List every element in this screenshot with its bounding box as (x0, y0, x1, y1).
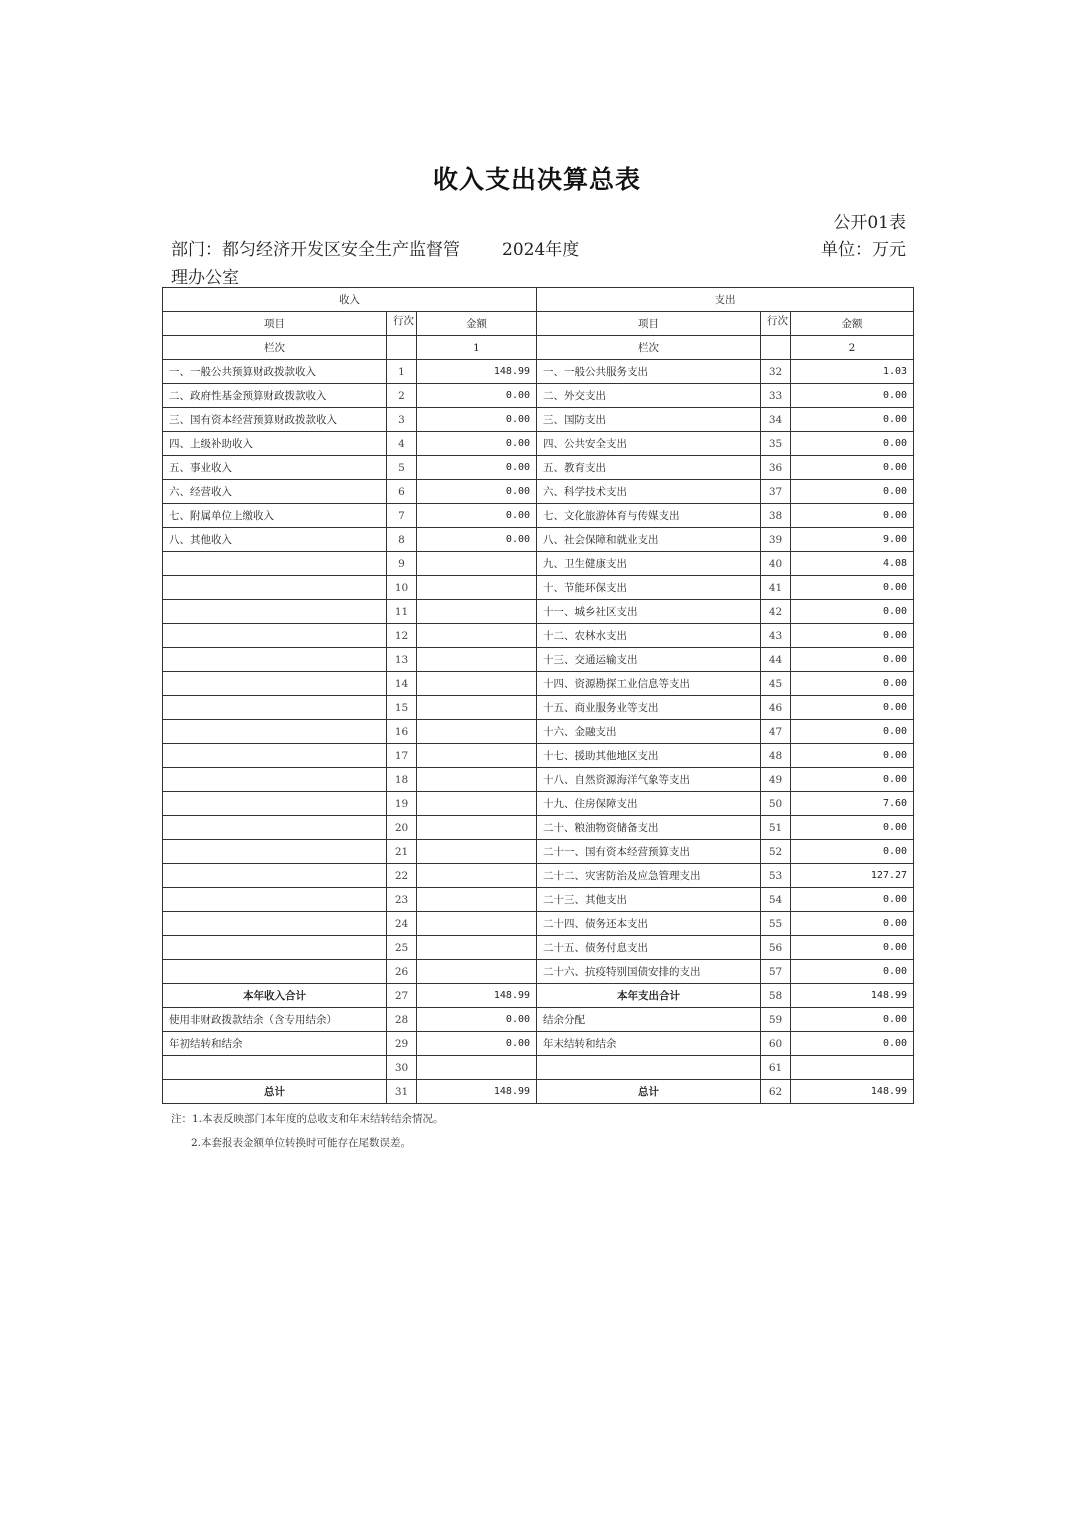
expense-line: 57 (761, 960, 791, 984)
income-column-blank (387, 336, 417, 360)
income-item (163, 1056, 387, 1080)
expense-amount: 0.00 (791, 600, 914, 624)
table-row (163, 552, 914, 576)
expense-amount: 0.00 (791, 456, 914, 480)
income-amount: 0.00 (417, 384, 537, 408)
expense-amount: 9.00 (791, 528, 914, 552)
income-line: 10 (387, 576, 417, 600)
income-amount (417, 648, 537, 672)
income-line: 22 (387, 864, 417, 888)
income-total-amount: 148.99 (417, 984, 537, 1008)
income-item (163, 720, 387, 744)
income-item (163, 768, 387, 792)
income-item (163, 624, 387, 648)
note-1: 注：1.本表反映部门本年度的总收支和年末结转结余情况。 (171, 1113, 444, 1125)
header-row-columns (163, 312, 914, 336)
income-amount: 0.00 (417, 432, 537, 456)
expense-item: 十四、资源勘探工业信息等支出 (537, 672, 761, 696)
income-grand-total-line: 31 (387, 1080, 417, 1104)
income-line: 30 (387, 1056, 417, 1080)
page-title: 收入支出决算总表 (432, 165, 641, 194)
expense-line: 33 (761, 384, 791, 408)
expense-item: 二十二、灾害防治及应急管理支出 (537, 864, 761, 888)
income-expense-table (162, 287, 914, 1104)
income-item: 四、上级补助收入 (163, 432, 387, 456)
expense-item: 十二、农林水支出 (537, 624, 761, 648)
expense-amount: 127.27 (791, 864, 914, 888)
income-amount (417, 912, 537, 936)
income-amount: 0.00 (417, 1032, 537, 1056)
income-item (163, 936, 387, 960)
expense-item: 九、卫生健康支出 (537, 552, 761, 576)
income-amount (417, 720, 537, 744)
expense-item: 十三、交通运输支出 (537, 648, 761, 672)
expense-line: 38 (761, 504, 791, 528)
expense-amount: 0.00 (791, 720, 914, 744)
income-line: 24 (387, 912, 417, 936)
table-row (163, 816, 914, 840)
income-total-line: 27 (387, 984, 417, 1008)
expense-item: 十六、金融支出 (537, 720, 761, 744)
income-line: 12 (387, 624, 417, 648)
expense-amount (791, 1056, 914, 1080)
expense-amount: 7.60 (791, 792, 914, 816)
table-row (163, 1056, 914, 1080)
expense-line: 49 (761, 768, 791, 792)
income-item: 八、其他收入 (163, 528, 387, 552)
expense-item: 二十六、抗疫特别国债安排的支出 (537, 960, 761, 984)
header-row-sections (163, 288, 914, 312)
income-amount (417, 552, 537, 576)
expense-line-header-text: 行次 (767, 314, 789, 327)
income-line: 14 (387, 672, 417, 696)
income-line-header (387, 312, 417, 336)
expense-item-header: 项目 (537, 312, 761, 336)
income-line: 17 (387, 744, 417, 768)
expense-amount: 0.00 (791, 840, 914, 864)
income-amount (417, 768, 537, 792)
expense-item: 三、国防支出 (537, 408, 761, 432)
table-row (163, 672, 914, 696)
table-row (163, 408, 914, 432)
income-amount (417, 816, 537, 840)
expense-amount: 0.00 (791, 936, 914, 960)
income-item (163, 576, 387, 600)
income-item (163, 912, 387, 936)
income-column-label: 栏次 (163, 336, 387, 360)
expense-item: 六、科学技术支出 (537, 480, 761, 504)
expense-item (537, 1056, 761, 1080)
income-item (163, 672, 387, 696)
table-row (163, 480, 914, 504)
expense-amount-header: 金额 (791, 312, 914, 336)
expense-line: 54 (761, 888, 791, 912)
income-item-header: 项目 (163, 312, 387, 336)
table-row (163, 960, 914, 984)
expense-line: 59 (761, 1008, 791, 1032)
expense-line: 37 (761, 480, 791, 504)
expense-line: 39 (761, 528, 791, 552)
expense-amount: 0.00 (791, 888, 914, 912)
income-item (163, 552, 387, 576)
income-amount-header: 金额 (417, 312, 537, 336)
income-amount: 148.99 (417, 360, 537, 384)
expense-line: 42 (761, 600, 791, 624)
expense-column-number: 2 (791, 336, 914, 360)
header-row-column-index (163, 336, 914, 360)
income-amount: 0.00 (417, 480, 537, 504)
income-item: 一、一般公共预算财政拨款收入 (163, 360, 387, 384)
table-row (163, 912, 914, 936)
expense-item: 八、社会保障和就业支出 (537, 528, 761, 552)
expense-item: 十五、商业服务业等支出 (537, 696, 761, 720)
income-line: 23 (387, 888, 417, 912)
income-line: 21 (387, 840, 417, 864)
expense-column-blank (761, 336, 791, 360)
income-line: 5 (387, 456, 417, 480)
income-line: 19 (387, 792, 417, 816)
income-amount: 0.00 (417, 1008, 537, 1032)
income-amount (417, 600, 537, 624)
table-row (163, 648, 914, 672)
table-row (163, 888, 914, 912)
expense-line: 41 (761, 576, 791, 600)
table-row (163, 768, 914, 792)
expense-amount: 0.00 (791, 912, 914, 936)
expense-line: 32 (761, 360, 791, 384)
table-row (163, 936, 914, 960)
income-line: 3 (387, 408, 417, 432)
expense-item: 二、外交支出 (537, 384, 761, 408)
income-amount: 0.00 (417, 408, 537, 432)
income-section-header: 收入 (163, 288, 537, 312)
expense-amount: 0.00 (791, 816, 914, 840)
note-2: 2.本套报表金额单位转换时可能存在尾数误差。 (191, 1137, 412, 1149)
expense-item: 十七、援助其他地区支出 (537, 744, 761, 768)
income-amount (417, 1056, 537, 1080)
income-amount: 0.00 (417, 504, 537, 528)
expense-line: 47 (761, 720, 791, 744)
table-row (163, 600, 914, 624)
table-row (163, 744, 914, 768)
table-row (163, 504, 914, 528)
expense-line: 45 (761, 672, 791, 696)
expense-item: 十、节能环保支出 (537, 576, 761, 600)
income-line: 1 (387, 360, 417, 384)
unit-label: 单位：万元 (821, 240, 906, 260)
income-item (163, 744, 387, 768)
table-row (163, 576, 914, 600)
expense-column-label: 栏次 (537, 336, 761, 360)
expense-item: 五、教育支出 (537, 456, 761, 480)
income-line: 6 (387, 480, 417, 504)
expense-total-label: 本年支出合计 (537, 984, 761, 1008)
income-line: 15 (387, 696, 417, 720)
income-amount (417, 576, 537, 600)
expense-amount: 0.00 (791, 960, 914, 984)
income-item: 七、附属单位上缴收入 (163, 504, 387, 528)
expense-line: 61 (761, 1056, 791, 1080)
expense-amount: 0.00 (791, 480, 914, 504)
table-row (163, 456, 914, 480)
income-column-number: 1 (417, 336, 537, 360)
expense-total-line: 58 (761, 984, 791, 1008)
income-line: 7 (387, 504, 417, 528)
expense-line: 60 (761, 1032, 791, 1056)
income-line: 11 (387, 600, 417, 624)
income-item: 使用非财政拨款结余（含专用结余） (163, 1008, 387, 1032)
expense-amount: 0.00 (791, 744, 914, 768)
expense-amount: 0.00 (791, 1008, 914, 1032)
expense-line: 53 (761, 864, 791, 888)
income-item (163, 960, 387, 984)
expense-item: 四、公共安全支出 (537, 432, 761, 456)
income-line: 25 (387, 936, 417, 960)
income-item (163, 888, 387, 912)
income-amount (417, 864, 537, 888)
income-item: 五、事业收入 (163, 456, 387, 480)
expense-item: 七、文化旅游体育与传媒支出 (537, 504, 761, 528)
expense-line: 44 (761, 648, 791, 672)
expense-item: 二十三、其他支出 (537, 888, 761, 912)
table-row (163, 432, 914, 456)
expense-amount: 0.00 (791, 672, 914, 696)
expense-line: 46 (761, 696, 791, 720)
table-row (163, 360, 914, 384)
expense-line: 55 (761, 912, 791, 936)
income-item (163, 864, 387, 888)
income-line: 28 (387, 1008, 417, 1032)
income-item (163, 600, 387, 624)
income-line: 13 (387, 648, 417, 672)
grand-total-row (163, 1080, 914, 1104)
expense-item: 结余分配 (537, 1008, 761, 1032)
expense-amount: 0.00 (791, 1032, 914, 1056)
income-amount (417, 672, 537, 696)
table-row (163, 696, 914, 720)
income-grand-total-label: 总计 (163, 1080, 387, 1104)
table-row (163, 864, 914, 888)
expense-grand-total-line: 62 (761, 1080, 791, 1104)
income-amount (417, 696, 537, 720)
table-row (163, 624, 914, 648)
fiscal-year: 2024年度 (502, 240, 580, 260)
expense-amount: 0.00 (791, 432, 914, 456)
income-amount (417, 936, 537, 960)
expense-line: 51 (761, 816, 791, 840)
income-amount (417, 744, 537, 768)
income-grand-total-amount: 148.99 (417, 1080, 537, 1104)
income-item (163, 696, 387, 720)
expense-amount: 0.00 (791, 504, 914, 528)
department-label: 部门：都匀经济开发区安全生产监督管理办公室 (171, 240, 460, 288)
expense-item: 十九、住房保障支出 (537, 792, 761, 816)
expense-item: 二十四、债务还本支出 (537, 912, 761, 936)
income-line: 20 (387, 816, 417, 840)
form-number: 公开01表 (833, 213, 906, 233)
expense-line: 34 (761, 408, 791, 432)
expense-amount: 0.00 (791, 576, 914, 600)
table-row (163, 840, 914, 864)
expense-grand-total-amount: 148.99 (791, 1080, 914, 1104)
income-item (163, 816, 387, 840)
expense-amount: 0.00 (791, 408, 914, 432)
income-item: 二、政府性基金预算财政拨款收入 (163, 384, 387, 408)
expense-amount: 0.00 (791, 768, 914, 792)
expense-amount: 0.00 (791, 624, 914, 648)
expense-item: 年末结转和结余 (537, 1032, 761, 1056)
table-row (163, 720, 914, 744)
income-item (163, 648, 387, 672)
table-row (163, 528, 914, 552)
expense-item: 二十、粮油物资储备支出 (537, 816, 761, 840)
income-amount (417, 960, 537, 984)
income-amount: 0.00 (417, 528, 537, 552)
annual-total-row (163, 984, 914, 1008)
income-item: 六、经营收入 (163, 480, 387, 504)
expense-item: 十八、自然资源海洋气象等支出 (537, 768, 761, 792)
table-row (163, 384, 914, 408)
expense-grand-total-label: 总计 (537, 1080, 761, 1104)
expense-amount: 0.00 (791, 648, 914, 672)
expense-total-amount: 148.99 (791, 984, 914, 1008)
expense-amount: 0.00 (791, 696, 914, 720)
expense-line: 40 (761, 552, 791, 576)
income-amount (417, 624, 537, 648)
expense-line: 43 (761, 624, 791, 648)
income-line: 2 (387, 384, 417, 408)
expense-section-header: 支出 (537, 288, 914, 312)
expense-item: 二十一、国有资本经营预算支出 (537, 840, 761, 864)
table-row (163, 1032, 914, 1056)
income-amount (417, 792, 537, 816)
table-row (163, 792, 914, 816)
expense-amount: 0.00 (791, 384, 914, 408)
expense-line: 50 (761, 792, 791, 816)
income-amount (417, 840, 537, 864)
income-line-header-text: 行次 (393, 314, 414, 327)
income-line: 8 (387, 528, 417, 552)
income-item: 年初结转和结余 (163, 1032, 387, 1056)
income-total-label: 本年收入合计 (163, 984, 387, 1008)
income-line: 18 (387, 768, 417, 792)
income-line: 26 (387, 960, 417, 984)
expense-amount: 4.08 (791, 552, 914, 576)
expense-item: 十一、城乡社区支出 (537, 600, 761, 624)
expense-line: 56 (761, 936, 791, 960)
income-line: 16 (387, 720, 417, 744)
expense-line: 36 (761, 456, 791, 480)
expense-line: 35 (761, 432, 791, 456)
expense-item: 一、一般公共服务支出 (537, 360, 761, 384)
income-amount: 0.00 (417, 456, 537, 480)
income-line: 9 (387, 552, 417, 576)
income-line: 29 (387, 1032, 417, 1056)
expense-item: 二十五、债务付息支出 (537, 936, 761, 960)
expense-line: 48 (761, 744, 791, 768)
income-item (163, 840, 387, 864)
expense-line: 52 (761, 840, 791, 864)
income-amount (417, 888, 537, 912)
table-row (163, 1008, 914, 1032)
income-item (163, 792, 387, 816)
expense-line-header (761, 312, 791, 336)
expense-amount: 1.03 (791, 360, 914, 384)
income-item: 三、国有资本经营预算财政拨款收入 (163, 408, 387, 432)
income-line: 4 (387, 432, 417, 456)
